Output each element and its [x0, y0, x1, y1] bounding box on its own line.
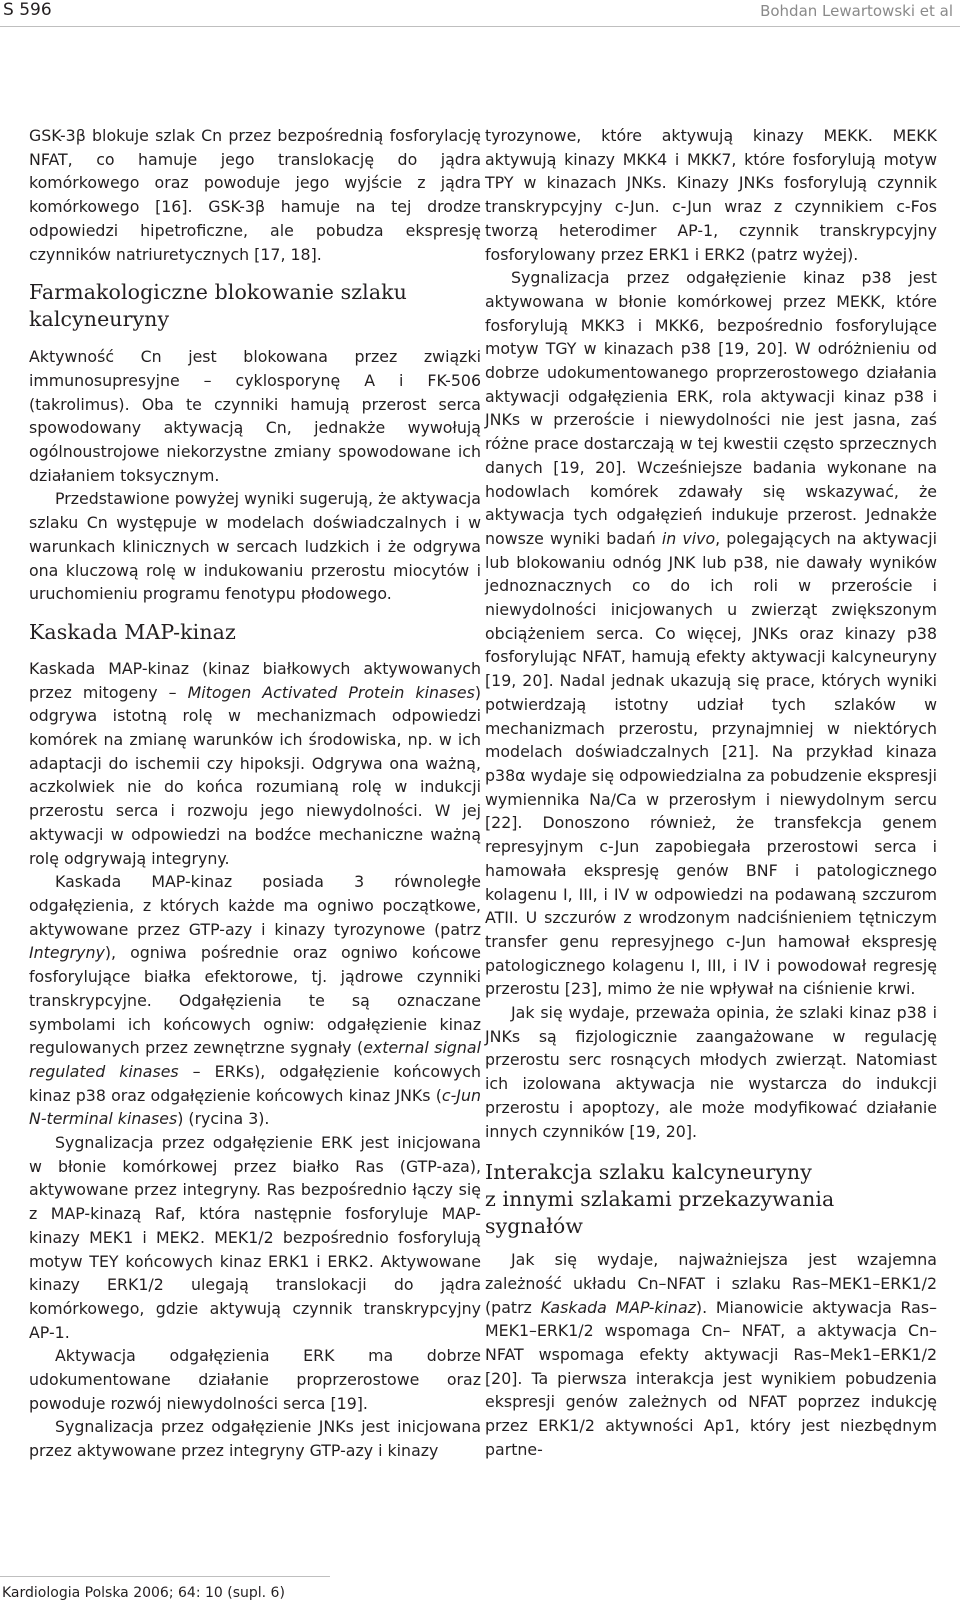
- left-column: [29, 124, 481, 1463]
- paragraph: Kaskada MAP-kinaz posiada 3 równoległe odgałęzienia, z których każde ma ogniwo początkowe, aktywowane przez GTP-azy i kinazy tyrozynowe (patrz Integryny), ogniwa pośrednie oraz ogniwo końcowe fosforylujące białka efektorowe, tj. jądrowe czynniki transkrypcyjne. Odgałęzienia te są oznaczane symbolami ich końcowych ogniw: odgałęzienie kinaz regulowanych przez zewnętrzne sygnały (external signal regulated kinases – ERKs), odgałęzienie końcowych kinaz p38 oraz odgałęzienie końcowych kinaz JNKs (c-Jun N-terminal kinases) (rycina 3).: [29, 872, 481, 1129]
- paragraph: GSK-3β blokuje szlak Cn przez bezpośrednią fosforylację NFAT, co hamuje jego translokację do jądra komórkowego oraz powoduje jego wyjście z jądra komórkowego [16]. GSK-3β hamuje na tej drodze odpowiedzi hipetroficzne, ale pobudza ekspresję czynników natriuretycznych [17, 18].: [29, 126, 481, 264]
- section-heading: Interakcja szlaku kalcyneuryny z innymi szlakami przekazywania sygnałów: [485, 1160, 835, 1239]
- footer-citation: Kardiologia Polska 2006; 64: 10 (supl. 6): [2, 1585, 285, 1601]
- italic-term: Integryny: [29, 943, 105, 963]
- footer-divider: [0, 1576, 330, 1577]
- paragraph: Kaskada MAP-kinaz (kinaz białkowych aktywowanych przez mitogeny – Mitogen Activated Protein kinases) odgrywa istotną rolę w mechanizmach odpowiedzi komórek na zmianę warunków ich środowiska, np. w ich adaptacji do ischemii czy hipoksji. Odgrywa ona ważną, aczkolwiek nie do końca rozumianą rolę w indukcji przerostu serca i rozwoju jego niewydolności. W jej aktywacji w odpowiedzi na bodźce mechaniczne ważną rolę odgrywają integryny.: [29, 658, 482, 868]
- italic-term: in vivo: [661, 528, 716, 548]
- paragraph: Jak się wydaje, najważniejsza jest wzajemna zależność układu Cn–NFAT i szlaku Ras–MEK1–ERK1/2 (patrz Kaskada MAP-kinaz). Mianowicie aktywacja Ras–MEK1–ERK1/2 wspomaga Cn– NFAT, a aktywacja Cn–NFAT wspomaga efekty aktywacji Ras–Mek1–ERK1/2 [20]. Ta pierwsza interakcja jest wynikiem pobudzenia ekspresji genów zależnych od NFAT poprzez indukcję przez ERK1/2 aktywności Ap1, który jest niezbędnym partne-: [485, 1250, 937, 1459]
- paragraph: Przedstawione powyżej wyniki sugerują, że aktywacja szlaku Cn występuje w modelach doświadczalnych i w warunkach klinicznych w sercach ludzkich i że odgrywa ona kluczową rolę w indukowaniu przerostu miocytów i uruchomieniu programu fenotypu płodowego.: [29, 489, 481, 604]
- section-heading: Farmakologiczne blokowanie szlaku kalcyneuryny: [29, 280, 407, 332]
- page-number: S 596: [3, 0, 52, 20]
- paragraph: tyrozynowe, które aktywują kinazy MEKK. MEKK aktywują kinazy MKK4 i MKK7, które fosforylują motyw TPY w kinazach JNKs. Kinazy JNKs fosforylują czynnik transkrypcyjny c-Jun. c-Jun wraz z czynnikiem c-Fos tworzą heterodimer AP-1, czynnik transkrypcyjny fosforylowany przez ERK1 i ERK2 (patrz wyżej).: [485, 126, 937, 264]
- right-column: [485, 124, 937, 1462]
- italic-term: Mitogen Activated Protein kinases: [187, 682, 475, 702]
- paragraph: Sygnalizacja przez odgałęzienie ERK jest inicjowana w błonie komórkowej przez białko Ras (GTP-aza), aktywowane przez integryny. Ras bezpośrednio łączy się z MAP-kinazą Raf, która następnie fosforyluje MAP-kinazy MEK1 i MEK2. MEK1/2 bezpośrednio fosforylują motyw TEY końcowych kinaz ERK1 i ERK2. Aktywowane kinazy ERK1/2 ulegają translokacji do jądra komórkowego, gdzie aktywują czynnik transkrypcyjny AP-1.: [29, 1133, 481, 1342]
- paragraph: Jak się wydaje, przeważa opinia, że szlaki kinaz p38 i JNKs są fizjologicznie zaangażowane w regulację przerostu serc rosnących młodych zwierząt. Natomiast ich izolowana aktywacja nie wystarcza do indukcji przerostu i apoptozy, ale może modyfikować działanie innych czynników [19, 20].: [485, 1003, 937, 1141]
- paragraph: Sygnalizacja przez odgałęzienie kinaz p38 jest aktywowana w błonie komórkowej przez MEKK, które fosforylują MKK3 i MKK6, bezpośrednio fosforylujące motyw TGY w kinazach p38 [19, 20]. W odróżnieniu od dobrze udokumentowanego proprzerostowego działania aktywacji odgałęzienia ERK, rola aktywacji kinaz p38 i JNKs w przeroście i niewydolności nie jest jasna, zaś różne prace dostarczają w tej kwestii często sprzecznych danych [19, 20]. Wcześniejsze badania wykonane na hodowlach komórek zdawały się wskazywać, że aktywacja tych odgałęzień indukuje przerost. Jednakże nowsze wyniki badań in vivo, polegających na aktywacji lub blokowaniu odnóg JNK lub p38, nie dawały wyników jednoznacznych co do ich roli w przeroście i niewydolności inicjowanych u zwierząt zwiększonym obciążeniem serca. Co więcej, JNKs oraz kinazy p38 fosforylując NFAT, hamują efekty aktywacji kalcyneuryny [19, 20]. Nadal jednak ukazują się prace, których wyniki potwierdzają istotny udział tych szlaków w mechanizmach przerostu, przynajmniej w niektórych modelach doświadczalnych [21]. Na przykład kinaza p38α wydaje się odpowiedzialna za pobudzenie ekspresji wymiennika Na/Ca w przerosłym i niewydolnym sercu [22]. Donoszono również, że transfekcja genem represyjnym c-Jun zapobiegała przerostowi serca i hamowała ekspresję genów BNF i patologicznego kolagenu I, III, i IV w odpowiedzi na podawaną szczurom ATII. U szczurów z wrodzonym nadciśnieniem tętniczym transfer genu represyjnego c-Jun hamował ekspresję patologicznego kolagenu I, III, i IV i powodował regresję przerostu [23], mimo że nie wpływał na ciśnienie krwi.: [485, 268, 937, 999]
- paragraph: Aktywność Cn jest blokowana przez związki immunosupresyjne – cyklosporynę A i FK-506 (takrolimus). Oba te czynniki hamują przerost serca spowodowany aktywacją Cn, jednakże wywołują ogólnoustrojowe niekorzystne zmiany spowodowane ich działaniem toksycznym.: [29, 347, 481, 485]
- italic-term: Kaskada MAP-kinaz: [540, 1297, 696, 1317]
- italic-term: c-Jun N-terminal kinases: [29, 1085, 481, 1129]
- italic-term: external signal regulated kinases: [29, 1038, 481, 1081]
- running-head-authors: Bohdan Lewartowski et al: [760, 2, 953, 20]
- section-heading: Kaskada MAP-kinaz: [29, 619, 236, 644]
- running-head: [0, 0, 960, 26]
- paragraph: Aktywacja odgałęzienia ERK ma dobrze udokumentowane działanie proprzerostowe oraz powoduje rozwój niewydolności serca [19].: [29, 1346, 481, 1413]
- paragraph: Sygnalizacja przez odgałęzienie JNKs jest inicjowana przez aktywowane przez integryny GTP-azy i kinazy: [29, 1417, 481, 1461]
- header-divider: [0, 26, 960, 27]
